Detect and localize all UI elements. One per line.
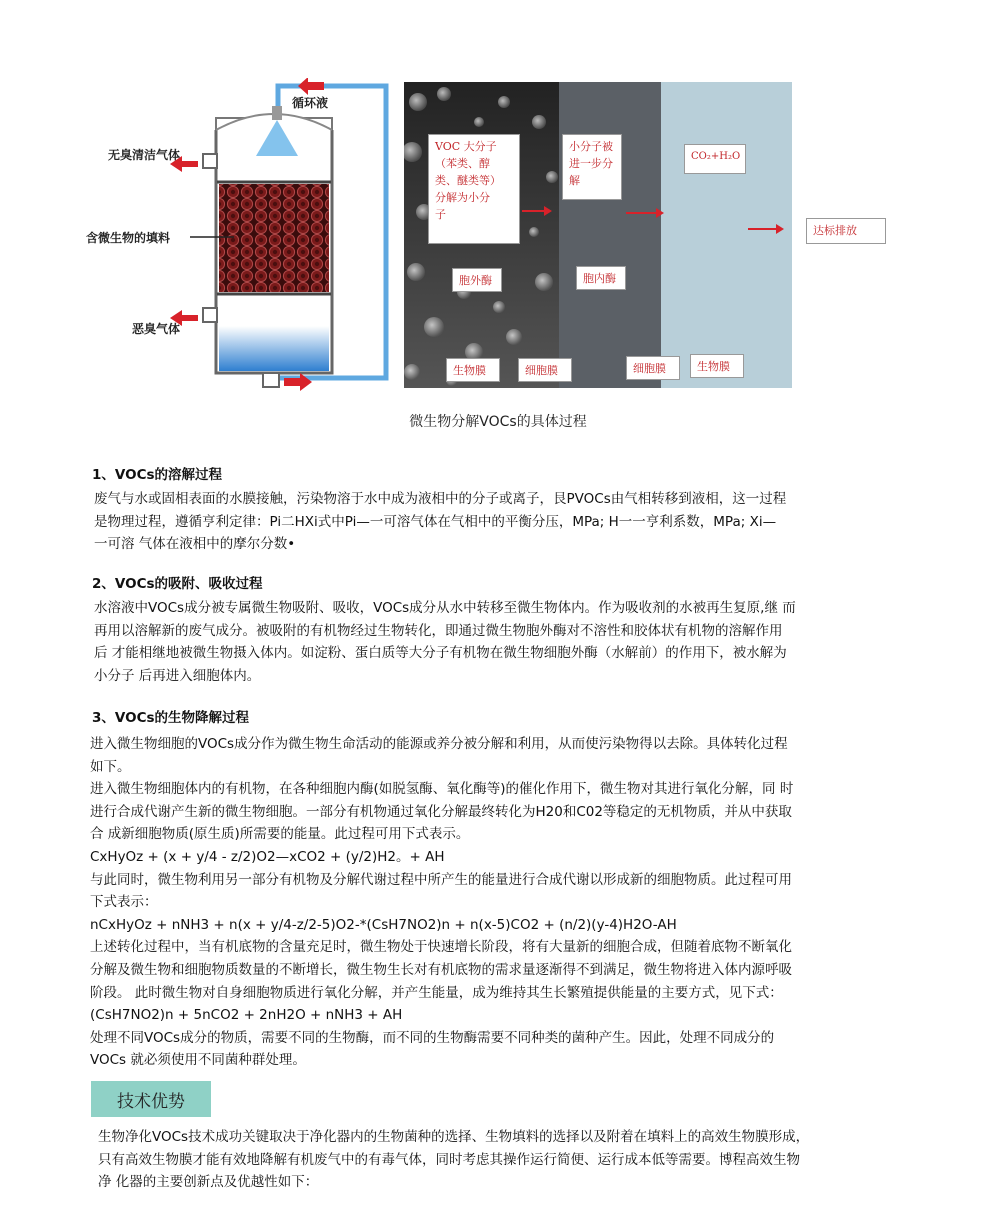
packing-media — [219, 184, 329, 292]
box-cell-membrane-2: 细胞膜 — [626, 356, 680, 380]
box-discharge-outer: 达标排放 — [806, 218, 886, 244]
section3-title: 3、VOCs的生物降解过程 — [92, 710, 250, 726]
label-foul-gas: 恶臭气体 — [132, 322, 181, 336]
advantage-body: 生物净化VOCs技术成功关键取决于净化器内的生物菌种的选择、生物填料的选择以及附着在填料上的高效生物膜形成， 只有高效生物膜才能有效地降解有机废气中的有毒气体，同时考虑其操作运行简便、运行成本低等需要。博程高效生物 净 化器的主要创新点及优越性如下： — [98, 1129, 810, 1190]
section3-body: 进入微生物细胞的VOCs成分作为微生物生命活动的能源或养分被分解和利用，从而使污染物得以去除。具体转化过程 如下。 进入微生物细胞体内的有机物，在各种细胞内酶(如脱氢酶、氧化酶等)的催化作用下，微生物对其进行氧化分解，同 时 进行合成代谢产生新的微生物细胞。一部分有机物通过氧化分解最终转化为H20和C02等稳定的无机物质，并从中获取 合 成新细胞物质(原生质)所需要的能量。此过程可用下式表示。 CxHyOz + (x + y/4 - z/2)O2—xCO2 + (y/2)H2。+ AH 与此同时，微生物利用另一部分有机物及分解代谢过程中所产生的能量进行合成代谢以形成新的细胞物质。此过程可用 下式表示： nCxHyOz + nNH3 + n(x + y/4-z/2-5)O2-*(CsH7NO2)n + n(x-5)CO2 + (n/2)(y-4)H2O-AH 上述转化过程中，当有机底物的含量充足时，微生物处于快速增长阶段，将有大量新的细胞合成，但随着底物不断氧化 分解及微生物和细胞物质数量的不断增长，微生物生长对有机底物的需求量逐渐得不到满足，微生物将进入体内源呼吸 阶段。 此时微生物对自身细胞物质进行氧化分解，并产生能量，成为维持其生长繁殖提供能量的主要方式，见下式： (CsH7NO2)n + 5nCO2 + 2nH2O + nNH3 + AH 处理不同VOCs成分的物质，需要不同的生物酶，而不同的生物酶需要不同种类的菌种产生。因此，处理不同成分的 VOCs 就必须使用不同菌种群处理。 — [90, 736, 794, 1069]
section1-body: 废气与水或固相表面的水膜接触，污染物溶于水中成为液相中的分子或离子，艮PVOCs由气相转移到液相，这一过程 是物理过程，遵循亨利定律：Pi二HXi式中Pi—一可溶气体在气相中的平衡分压，MPa; H一一亨利系数，MPa; Xi— 一可溶 气体在液相中的摩尔分数• — [94, 491, 787, 552]
advantage-badge: 技术优势 — [91, 1081, 211, 1117]
degradation-process-diagram — [404, 82, 792, 388]
biotower-diagram — [86, 78, 396, 398]
box-cell-membrane-1: 细胞膜 — [518, 358, 572, 382]
box-products: CO₂+H₂O — [684, 144, 746, 174]
box-intracellular-enzyme: 胞内酶 — [576, 266, 626, 290]
spray-nozzle — [272, 106, 282, 120]
water-reservoir — [219, 326, 329, 371]
section2-title: 2、VOCs的吸附、吸收过程 — [92, 576, 263, 592]
box-small-molecule: 小分子被 进一步分 解 — [562, 134, 622, 200]
box-biofilm-2: 生物膜 — [690, 354, 744, 378]
label-circulating-liquid: 循环液 — [292, 96, 329, 110]
box-biofilm-1: 生物膜 — [446, 358, 500, 382]
section2-body: 水溶液中VOCs成分被专属微生物吸附、吸收，VOCs成分从水中转移至微生物体内。作为吸收剂的水被再生复原,继 而 再用以溶解新的废气成分。被吸附的有机物经过生物转化，即通过微生物胞外酶对不溶性和胶体状有机物的溶解作用 后 才能相继地被微生物摄入体内。如淀粉、蛋白质等大分子有机物在微生物细胞外酶（水解前）的作用下，被水解为 小分子 后再进入细胞体内。 — [94, 600, 796, 684]
figure-caption: 微生物分解VOCs的具体过程 — [409, 414, 587, 430]
box-voc-macro: VOC 大分子 （苯类、醇 类、醚类等） 分解为小分 子 — [428, 134, 520, 244]
box-extracellular-enzyme: 胞外酶 — [452, 268, 502, 292]
label-packing: 含微生物的填料 — [86, 231, 171, 245]
label-clean-gas: 无臭清洁气体 — [108, 148, 181, 162]
section1-title: 1、VOCs的溶解过程 — [92, 467, 223, 483]
